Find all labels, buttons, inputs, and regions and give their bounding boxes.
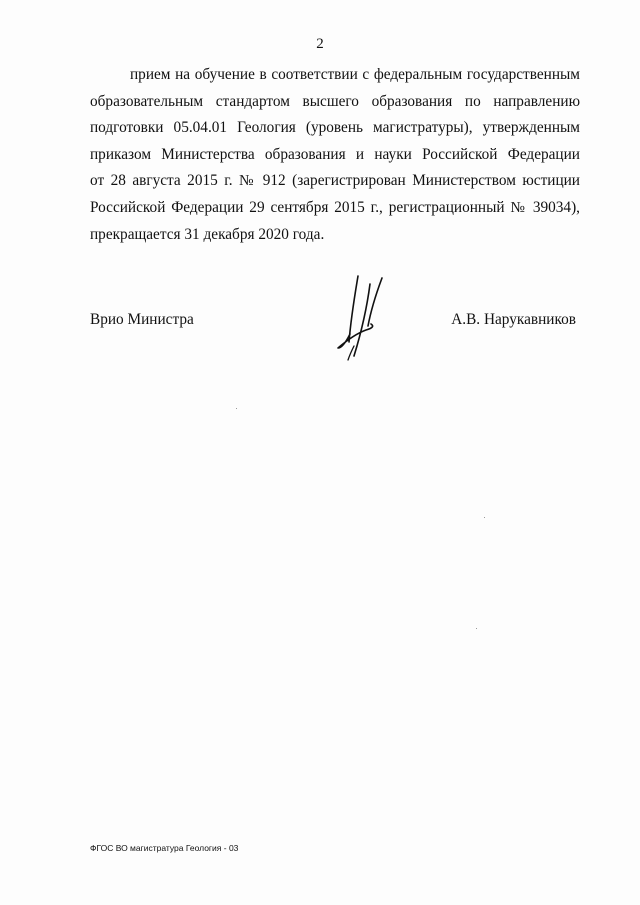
body-line: прекращается 31 декабря 2020 года.	[90, 225, 325, 243]
scan-speck	[484, 517, 485, 518]
body-line: подготовки 05.04.01 Геология (уровень магистратуры), утвержденным	[90, 119, 580, 137]
body-line: Российской Федерации 29 сентября 2015 г., регистрационный № 39034),	[90, 198, 580, 216]
body-line: приказом Министерства образования и науки Российской Федерации	[90, 145, 580, 163]
footer-code: ФГОС ВО магистратура Геология - 03	[90, 843, 239, 853]
signatory-title: Врио Министра	[90, 311, 194, 328]
body-line: прием на обучение в соответствии с федеральным государственным	[130, 66, 580, 83]
scan-speck	[476, 628, 477, 629]
page-number: 2	[316, 36, 324, 52]
body-line: образовательным стандартом высшего образования по направлению	[90, 92, 580, 110]
body-paragraph	[90, 62, 580, 248]
signatory-name: А.В. Нарукавников	[451, 311, 576, 328]
scan-speck	[236, 408, 237, 409]
handwritten-signature	[318, 272, 398, 367]
body-line: от 28 августа 2015 г. № 912 (зарегистрирован Министерством юстиции	[90, 172, 580, 190]
